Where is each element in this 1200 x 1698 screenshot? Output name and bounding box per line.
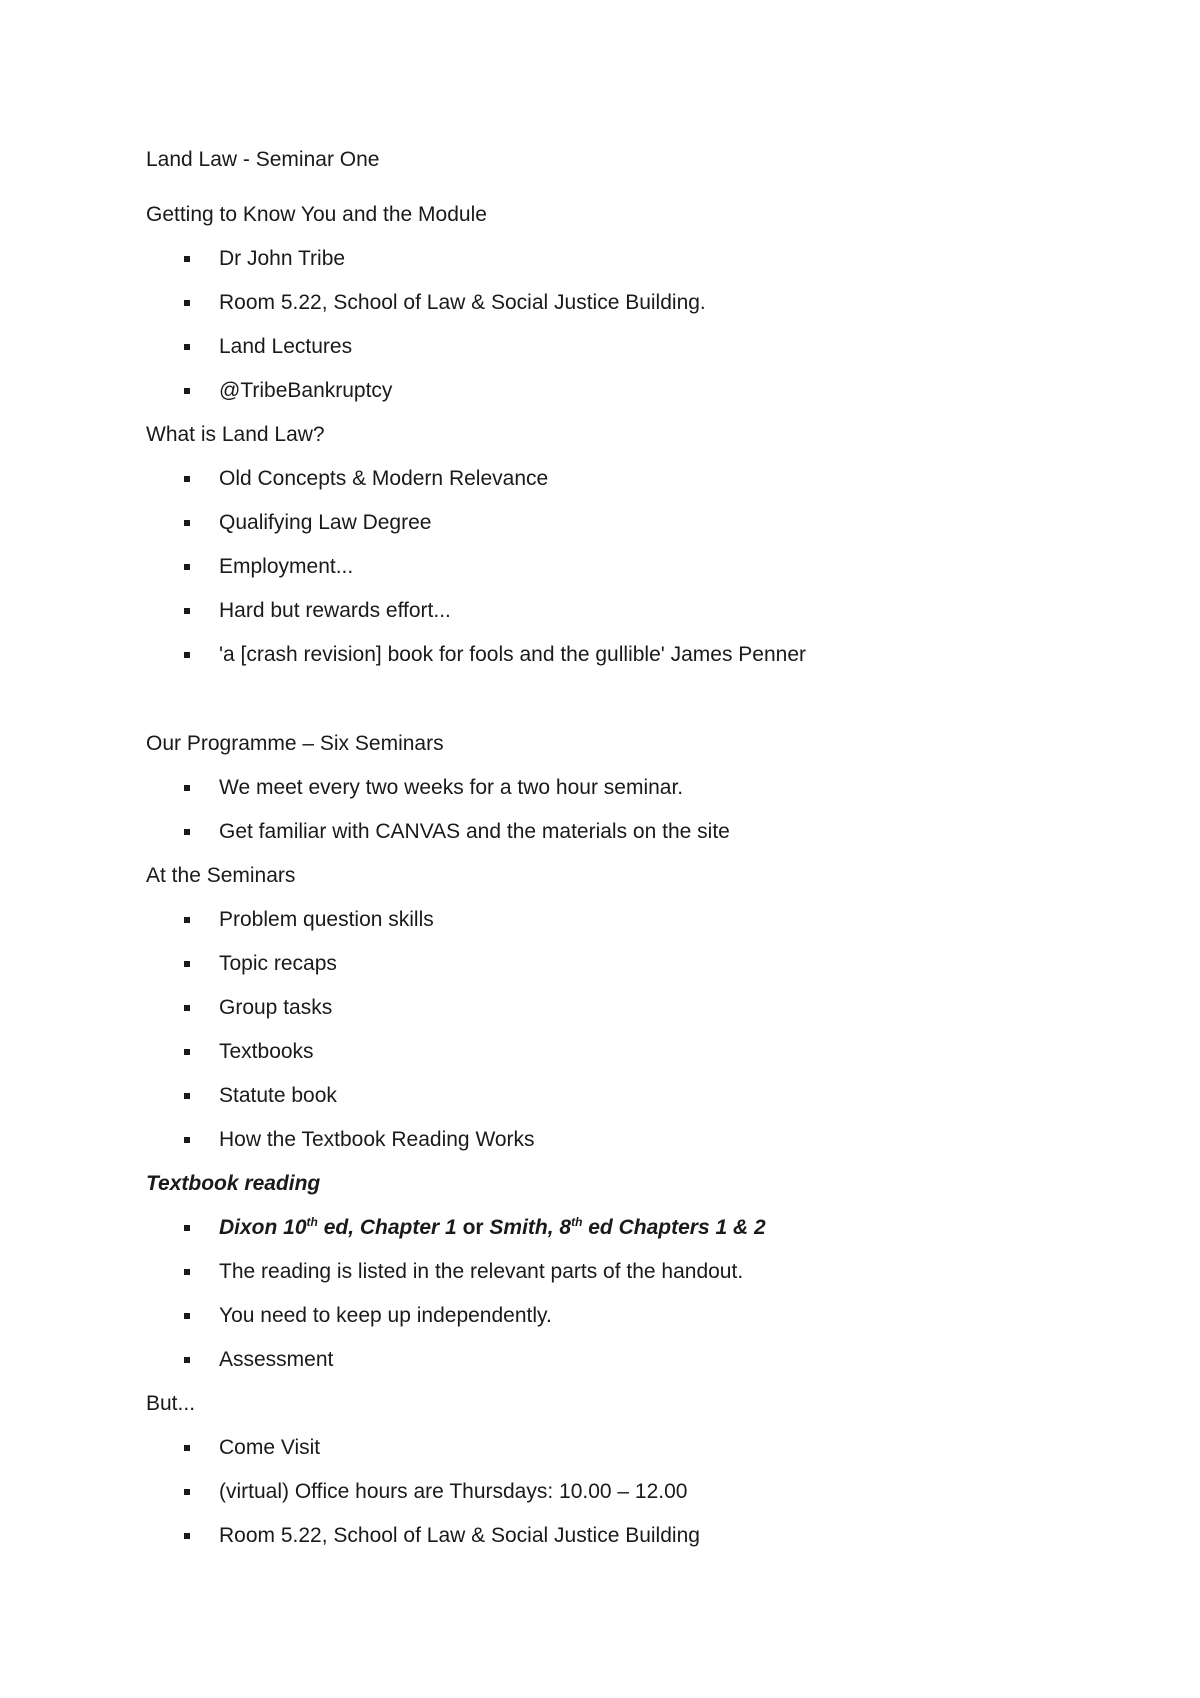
bullet-icon xyxy=(184,1137,190,1143)
document-title: Land Law - Seminar One xyxy=(146,148,380,171)
document-page: Land Law - Seminar One Getting to Know You and the Module Dr John Tribe Room 5.22, School of Law & Social Justice Building. Land Lectures @TribeBankruptcy What is Land Law? Old Concepts & Modern Relevance Qualifying Law Degree Employment... Hard but rewards effort... 'a [crash revision] book for fools and the gullible' James Penner Our Programme – Six Seminars We meet every two weeks for a two hour seminar. Get familiar with CANVAS and the materials on the site At the Seminars Problem question skills Topic recaps Group tasks Textbooks Statute book How the Textbook Reading Works Textbook reading Dixon 10th ed, Chapter 1 or Smith, 8th ed Chapters 1 & 2 The reading is listed in the relevant parts of the handout. You need to keep up independently. Assessment But... Come Visit (virtual) Office hours are Thursdays: 10.00 – 12.00 Room 5.22, School of Law & Social Justice Building xyxy=(146,148,807,1547)
bullet-icon xyxy=(184,1005,190,1011)
bullet-icon xyxy=(184,1489,190,1495)
bullet-icon xyxy=(184,1269,190,1275)
bullet-icon xyxy=(184,608,190,614)
section-heading: Getting to Know You and the Module xyxy=(146,203,487,226)
bullet-icon xyxy=(184,564,190,570)
bullet-icon xyxy=(184,256,190,262)
bullet-icon xyxy=(184,1533,190,1539)
bullet-icon xyxy=(184,1225,190,1231)
bullet-icon xyxy=(184,476,190,482)
section-heading: What is Land Law? xyxy=(146,423,325,446)
bullet-icon xyxy=(184,1445,190,1451)
section-heading: Our Programme – Six Seminars xyxy=(146,732,444,755)
bullet-icon xyxy=(184,1049,190,1055)
section-heading: But... xyxy=(146,1392,196,1415)
section-heading: Textbook reading xyxy=(146,1172,321,1195)
bullet-icon xyxy=(184,300,190,306)
bullet-icon xyxy=(184,961,190,967)
bullet-icon xyxy=(184,785,190,791)
bullet-icon xyxy=(184,917,190,923)
bullet-icon xyxy=(184,652,190,658)
section-heading: At the Seminars xyxy=(146,864,296,887)
bullet-icon xyxy=(184,1093,190,1099)
bullet-icon xyxy=(184,1357,190,1363)
bullet-icon xyxy=(184,344,190,350)
bullet-icon xyxy=(184,829,190,835)
bullet-icon xyxy=(184,388,190,394)
reading-item-text: Dixon 10th ed, Chapter 1 or Smith, 8th ed Chapters 1 & 2 xyxy=(219,1215,766,1239)
bullet-icon xyxy=(184,1313,190,1319)
bullet-icon xyxy=(184,520,190,526)
